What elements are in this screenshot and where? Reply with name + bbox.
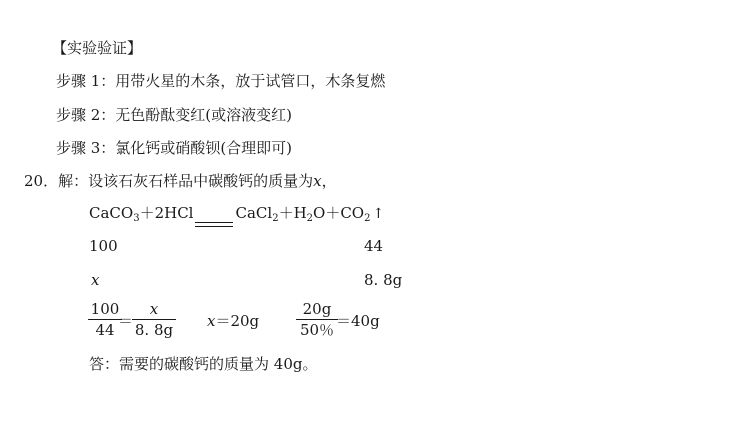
ratio-row1-left: 100 [89, 237, 118, 255]
eq-left-1: CaCO [89, 204, 134, 222]
fraction-2-numerator: x [149, 300, 159, 318]
problem-variable: x [313, 172, 322, 190]
x-result [207, 311, 259, 331]
eq-right-sub-2: 2 [306, 213, 314, 224]
x-result-variable: x [207, 312, 216, 330]
problem-intro: 解：设该石灰石样品中碳酸钙的质量为 [58, 172, 314, 190]
eq-right-1: CaCl [235, 204, 273, 222]
x-result-value: ＝20g [215, 312, 260, 330]
eq-left-sub-1: 3 [133, 213, 140, 224]
ratio-row2-right: 8. 8g [364, 271, 403, 289]
fraction-3-bar [296, 319, 338, 320]
fraction-2 [132, 300, 176, 339]
fraction-1-numerator: 100 [90, 300, 120, 318]
step-1: 步骤 1：用带火星的木条，放于试管口，木条复燃 [56, 72, 386, 90]
answer-line: 答：需要的碳酸钙的质量为 40g。 [89, 355, 318, 373]
eq-right-3: O＋CO [313, 204, 365, 222]
problem-comma: ， [321, 172, 337, 190]
fraction-2-denominator: 8. 8g [134, 321, 174, 339]
fraction-1-bar [88, 319, 122, 320]
chemical-equation [89, 203, 384, 229]
ratio-row2-left: x [91, 271, 100, 289]
final-result: ＝40g [336, 312, 380, 330]
ratio-row1-right: 44 [364, 237, 384, 255]
eq-right-sub-1: 2 [272, 213, 279, 224]
problem-statement [24, 171, 337, 191]
fraction-2-bar [132, 319, 176, 320]
equals-1: ＝ [118, 312, 134, 330]
eq-right-sub-3: 2 [364, 213, 371, 224]
eq-left-2: ＋2HCl [139, 204, 194, 222]
fraction-3-numerator: 20g [302, 300, 332, 318]
problem-number: 20． [24, 172, 59, 190]
fraction-1-denominator: 44 [95, 321, 115, 339]
fraction-3 [296, 300, 338, 339]
step-3: 步骤 3：氯化钙或硝酸钡(合理即可) [56, 139, 293, 157]
eq-right-2: ＋H [278, 204, 307, 222]
section-title: 【实验验证】 [52, 39, 143, 57]
fraction-1 [88, 300, 122, 339]
fraction-3-denominator: 50％ [299, 321, 335, 339]
step-2: 步骤 2：无色酚酞变红(或溶液变红) [56, 106, 293, 124]
gas-arrow-icon: ↑ [372, 206, 385, 222]
